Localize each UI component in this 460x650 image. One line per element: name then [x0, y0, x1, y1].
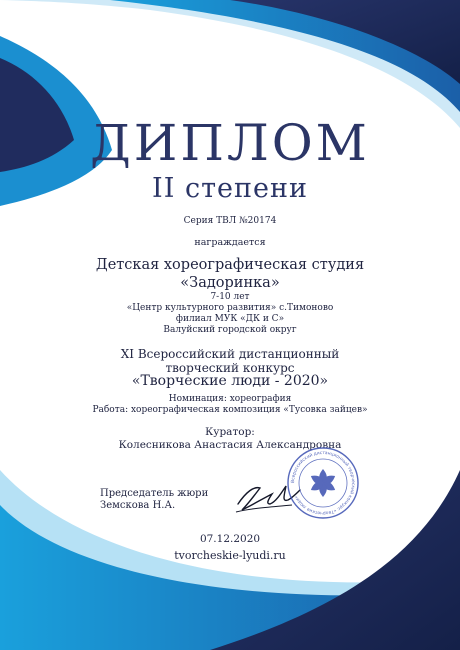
details-line: «Центр культурного развития» с.Тимоново [126, 303, 334, 313]
work-line: Работа: хореографическая композиция «Тусовка зайцев» [92, 405, 368, 415]
curator-name: Колесникова Анастасия Александровна [118, 439, 342, 451]
details-line: филиал МУК «ДК и С» [175, 314, 285, 324]
diploma-degree: II степени [152, 173, 308, 204]
curator-label: Куратор: [205, 426, 255, 438]
jury-chair-name: Земскова Н.А. [100, 500, 176, 511]
diploma-title: ДИПЛОМ [90, 114, 370, 172]
recipient-line: Детская хореографическая студия [95, 257, 365, 273]
contest-line: XI Всероссийский дистанционный [120, 347, 340, 361]
contest-line: творческий конкурс [165, 361, 295, 375]
details-line: Валуйский городской округ [163, 325, 297, 335]
recipient-name [0, 256, 460, 292]
jury-chair [100, 488, 208, 512]
curator-info [0, 426, 460, 452]
stamp-seal [286, 446, 360, 520]
stamp-text: Всероссийский дистанционный творческий конкурс «Творческие люди» [290, 450, 356, 516]
website-link[interactable]: tvorcheskie-lyudi.ru [174, 549, 286, 562]
serial-number: Серия ТВЛ №20174 [183, 216, 277, 226]
contest-name [0, 347, 460, 375]
recipient-line: «Задоринка» [180, 275, 280, 291]
recipient-details [0, 292, 460, 336]
awarded-label: награждается [194, 237, 266, 248]
jury-chair-label: Председатель жюри [100, 488, 209, 499]
contest-title: «Творческие люди - 2020» [131, 373, 329, 389]
nomination-line: Номинация: хореография [168, 394, 292, 404]
stamp-emblem-icon [309, 469, 337, 497]
details-line: 7-10 лет [210, 292, 250, 302]
issue-date: 07.12.2020 [199, 533, 261, 545]
nomination-info [0, 394, 460, 416]
